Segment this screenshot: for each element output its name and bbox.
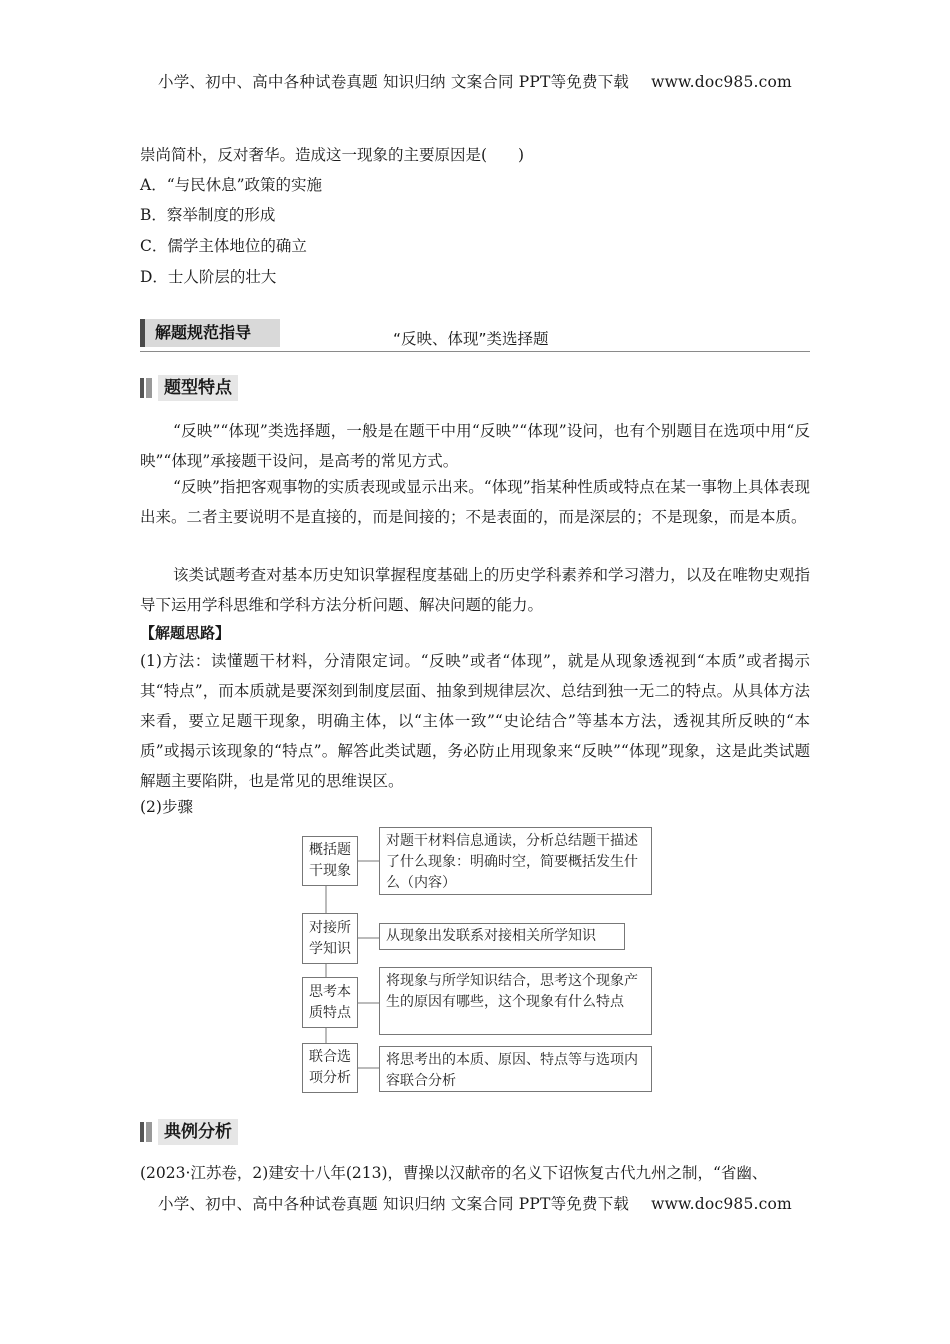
features-paragraph-3: 该类试题考查对基本历史知识掌握程度基础上的历史学科素养和学习潜力，以及在唯物史观指导下运用学科思维和学科方法分析问题、解决问题的能力。 <box>140 566 810 614</box>
section-bar <box>140 319 810 352</box>
flow-step-4: 联合选项分析 <box>302 1043 358 1093</box>
option-b: B．察举制度的形成 <box>140 206 276 224</box>
header-text: 小学、初中、高中各种试卷真题 知识归纳 文案合同 PPT等免费下载 <box>158 73 630 91</box>
option-c: C．儒学主体地位的确立 <box>140 237 307 255</box>
heading-bars-icon <box>140 1119 156 1145</box>
example-text: (2023·江苏卷，2)建安十八年(213)，曹操以汉献帝的名义下诏恢复古代九州之制，“省幽、 <box>140 1164 768 1182</box>
option-a: A．“与民休息”政策的实施 <box>140 176 323 194</box>
flow-desc-3: 将现象与所学知识结合，思考这个现象产生的原因有哪些，这个现象有什么特点 <box>379 967 652 1035</box>
features-paragraph-1: “反映”“体现”类选择题，一般是在题干中用“反映”“体现”设问，也有个别题目在选项中用“反映”“体现”承接题干设问，是高考的常见方式。 <box>140 422 810 470</box>
header-url[interactable]: www.doc985.com <box>651 73 792 91</box>
heading-bars-icon <box>140 375 156 401</box>
flow-desc-1: 对题干材料信息通读，分析总结题干描述了什么现象：明确时空，简要概括发生什么（内容） <box>379 827 652 895</box>
flow-step-2: 对接所学知识 <box>302 913 358 964</box>
features-paragraph-2: “反映”指把客观事物的实质表现或显示出来。“体现”指某种性质或特点在某一事物上具体表现出来。二者主要说明不是直接的，而是间接的；不是表面的，而是深层的；不是现象，而是本质。 <box>140 478 810 526</box>
flow-step-3: 思考本质特点 <box>302 977 358 1028</box>
steps-label: (2)步骤 <box>140 798 193 816</box>
features-heading: 题型特点 <box>140 375 238 401</box>
approach-label: 【解题思路】 <box>140 624 231 642</box>
flow-desc-4: 将思考出的本质、原因、特点等与选项内容联合分析 <box>379 1046 652 1092</box>
page-header <box>0 70 950 92</box>
footer-text: 小学、初中、高中各种试卷真题 知识归纳 文案合同 PPT等免费下载 <box>158 1195 630 1213</box>
question-stem: 崇尚简朴，反对奢华。造成这一现象的主要原因是( ) <box>140 146 525 164</box>
flow-step-1: 概括题干现象 <box>302 836 358 886</box>
page-footer <box>0 1192 950 1214</box>
example-heading: 典例分析 <box>140 1119 238 1145</box>
section-tab: 解题规范指导 <box>140 319 280 347</box>
section-title: “反映、体现”类选择题 <box>393 330 549 348</box>
flow-desc-2: 从现象出发联系对接相关所学知识 <box>379 923 625 950</box>
footer-url[interactable]: www.doc985.com <box>651 1195 792 1213</box>
approach-method: (1)方法：读懂题干材料，分清限定词。“反映”或者“体现”，就是从现象透视到“本质”或者揭示其“特点”，而本质就是要深刻到制度层面、抽象到规律层次、总结到独一无二的特点。从具体方法来看，要立足题干现象，明确主体，以“主体一致”“史论结合”等基本方法，透视其所反映的“本质”或揭示该现象的“特点”。解答此类试题，务必防止用现象来“反映”“体现”现象，这是此类试题解题主要陷阱，也是常见的思维误区。 <box>140 652 810 790</box>
option-d: D．士人阶层的壮大 <box>140 268 277 286</box>
